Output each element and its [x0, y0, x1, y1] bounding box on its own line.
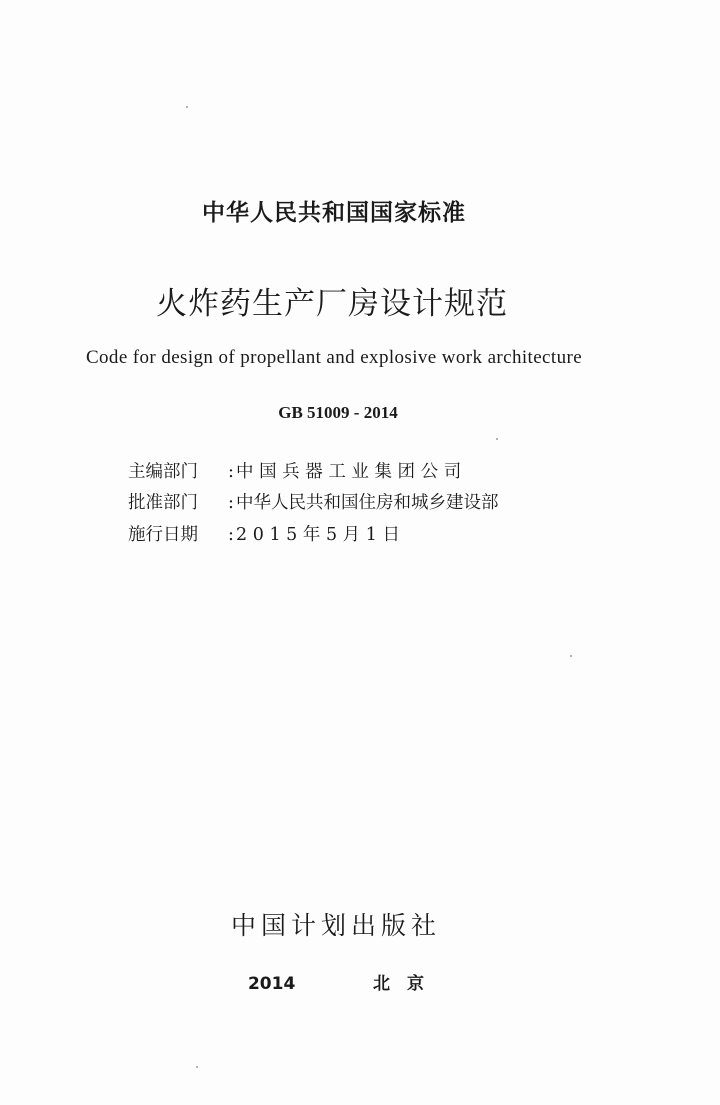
chief-editor-char: 器	[305, 462, 323, 482]
chief-editor-char: 公	[420, 462, 439, 482]
publisher-name: 中国计划出版社	[230, 911, 441, 940]
scan-speck	[570, 655, 572, 657]
effective-date-char: 日	[382, 525, 400, 545]
approver-label: 批准部门	[128, 493, 198, 513]
chief-editor-value	[236, 458, 542, 483]
standard-heading: 中华人民共和国国家标准	[202, 200, 466, 226]
chief-editor-char: 业	[351, 462, 369, 482]
chief-editor-char: 工	[328, 462, 346, 482]
chief-editor-char: 兵	[282, 462, 300, 482]
chief-editor-char: 中	[236, 462, 254, 482]
approver-value: 中华人民共和国住房和城乡建设部	[236, 493, 499, 513]
effective-date-char: 月	[342, 525, 361, 545]
effective-date-char: 0	[252, 525, 264, 545]
effective-date-separator: :	[228, 525, 234, 545]
effective-date-char: 1	[269, 525, 281, 545]
chief-editor-char: 司	[443, 462, 462, 482]
chief-editor-char: 国	[259, 462, 277, 482]
publication-line	[0, 969, 672, 994]
effective-date-char: 1	[365, 525, 377, 545]
effective-date-label: 施行日期	[128, 525, 198, 545]
title-english: Code for design of propellant and explosive work architecture	[85, 347, 583, 368]
chief-editor-label: 主编部门	[128, 462, 198, 482]
effective-date-char: 5	[325, 525, 338, 545]
chief-editor-char: 团	[397, 462, 416, 482]
publish-year: 2014	[247, 974, 296, 994]
chief-editor-line	[128, 458, 542, 483]
scan-speck	[186, 106, 188, 108]
standard-code: GB 51009 - 2014	[278, 403, 398, 422]
approver-line	[128, 489, 499, 514]
scan-speck	[196, 1066, 198, 1068]
title-chinese: 火炸药生产厂房设计规范	[156, 286, 508, 322]
chief-editor-char: 集	[374, 462, 392, 482]
effective-date-char: 2	[236, 525, 248, 545]
effective-date-line	[128, 521, 542, 546]
effective-date-value	[236, 521, 542, 546]
effective-date-char: 年	[302, 525, 321, 545]
effective-date-char: 5	[286, 525, 298, 545]
publish-city: 北 京	[373, 974, 425, 994]
approver-separator: :	[228, 493, 234, 513]
scan-speck	[496, 438, 498, 440]
chief-editor-separator: :	[228, 462, 234, 482]
